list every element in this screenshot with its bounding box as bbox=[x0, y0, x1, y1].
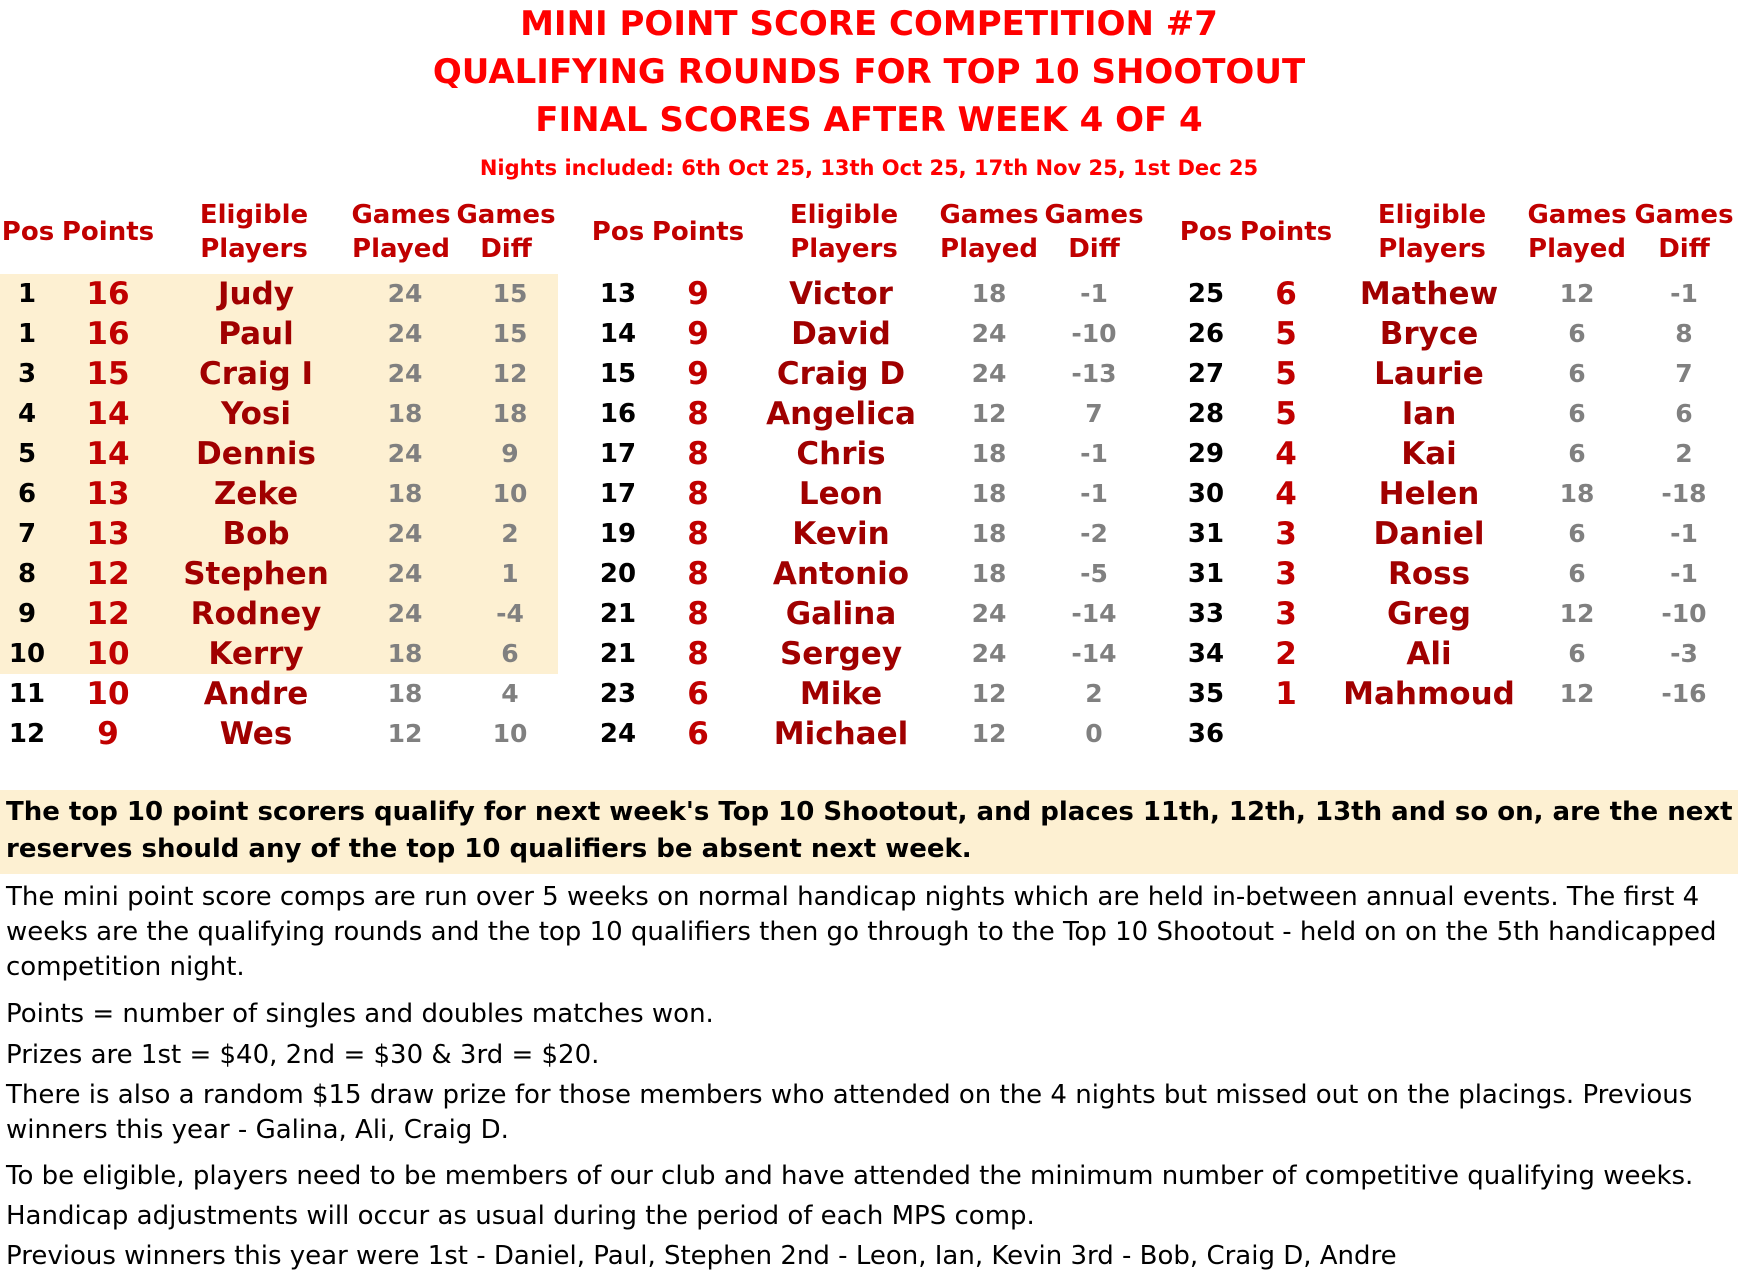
standings-row bbox=[588, 674, 1144, 714]
points-cell: 14 bbox=[86, 436, 130, 472]
games-played-cell: 18 bbox=[387, 639, 423, 668]
player-name-cell: Mathew bbox=[1359, 276, 1499, 312]
games-played-cell: 6 bbox=[1568, 359, 1586, 388]
points-cell: 9 bbox=[687, 276, 709, 312]
games-played-cell: 18 bbox=[971, 439, 1007, 468]
player-name-cell: Stephen bbox=[183, 556, 329, 592]
position-cell: 10 bbox=[8, 639, 46, 669]
games-diff-cell: 15 bbox=[492, 279, 528, 308]
standings-row bbox=[0, 474, 560, 514]
games-diff-cell: 6 bbox=[1675, 399, 1693, 428]
position-cell: 33 bbox=[1187, 599, 1225, 629]
games-diff-cell: 4 bbox=[501, 679, 519, 708]
standings-row bbox=[0, 354, 560, 394]
position-cell: 4 bbox=[17, 399, 37, 429]
qualification-note: The top 10 point scorers qualify for next week's Top 10 Shootout, and places 11th, 12th, 13th and so on, are the next reserves should any of the top 10 qualifiers be absent next week. bbox=[0, 790, 1738, 874]
games-played-cell: 24 bbox=[971, 319, 1007, 348]
games-played-cell: 24 bbox=[387, 599, 423, 628]
points-cell: 8 bbox=[687, 396, 709, 432]
points-cell: 8 bbox=[687, 636, 709, 672]
standings-row bbox=[0, 674, 560, 714]
player-name-cell: Ross bbox=[1387, 556, 1471, 592]
player-name-cell: Sergey bbox=[779, 636, 903, 672]
games-played-cell: 12 bbox=[1559, 679, 1595, 708]
points-cell: 9 bbox=[687, 316, 709, 352]
games-played-cell bbox=[1522, 714, 1632, 754]
games-played-cell: 24 bbox=[387, 439, 423, 468]
position-cell: 19 bbox=[599, 519, 637, 549]
games-diff-cell: -1 bbox=[1670, 279, 1698, 308]
games-diff-cell: 10 bbox=[492, 719, 528, 748]
games-played-cell: 12 bbox=[1559, 599, 1595, 628]
player-name-cell: Antonio bbox=[772, 556, 910, 592]
standings-row bbox=[0, 594, 560, 634]
points-cell: 8 bbox=[687, 556, 709, 592]
games-diff-cell: -13 bbox=[1071, 359, 1117, 388]
header-pos: Pos bbox=[591, 217, 645, 247]
position-cell: 12 bbox=[8, 719, 46, 749]
games-diff-cell: 6 bbox=[501, 639, 519, 668]
games-diff-cell: 2 bbox=[1675, 439, 1693, 468]
games-diff-cell: 0 bbox=[1085, 719, 1103, 748]
position-cell: 23 bbox=[599, 679, 637, 709]
position-cell: 9 bbox=[17, 599, 37, 629]
games-played-cell: 6 bbox=[1568, 639, 1586, 668]
position-cell: 29 bbox=[1187, 439, 1225, 469]
player-name-cell: Yosi bbox=[221, 396, 291, 432]
points-cell: 3 bbox=[1275, 516, 1297, 552]
standings-row bbox=[1176, 634, 1736, 674]
games-played-cell: 12 bbox=[1559, 279, 1595, 308]
player-name-cell: Helen bbox=[1378, 476, 1480, 512]
header-points: Points bbox=[1239, 217, 1333, 247]
points-cell: 5 bbox=[1275, 356, 1297, 392]
player-name-cell: Mike bbox=[799, 676, 883, 712]
standings-row bbox=[588, 354, 1144, 394]
header-games-played: Games Played bbox=[1527, 200, 1627, 264]
standings-group-2 bbox=[588, 274, 1144, 754]
player-name-cell: Kevin bbox=[792, 516, 890, 552]
player-name-cell: Angelica bbox=[766, 396, 916, 432]
standings-row bbox=[588, 594, 1144, 634]
games-diff-cell: -18 bbox=[1661, 479, 1707, 508]
page-subtitle: QUALIFYING ROUNDS FOR TOP 10 SHOOTOUT bbox=[432, 52, 1306, 92]
position-cell: 5 bbox=[17, 439, 37, 469]
standings-row bbox=[1176, 514, 1736, 554]
standings-group-1 bbox=[0, 274, 560, 754]
games-diff-cell: 8 bbox=[1675, 319, 1693, 348]
player-name-cell: Rodney bbox=[190, 596, 322, 632]
games-diff-cell: -1 bbox=[1080, 479, 1108, 508]
standings-row bbox=[588, 394, 1144, 434]
standings-row bbox=[1176, 474, 1736, 514]
games-played-cell: 18 bbox=[971, 479, 1007, 508]
page-status: FINAL SCORES AFTER WEEK 4 OF 4 bbox=[535, 100, 1203, 140]
position-cell: 27 bbox=[1187, 359, 1225, 389]
standings-row bbox=[0, 714, 560, 754]
player-name-cell: Daniel bbox=[1373, 516, 1485, 552]
games-diff-cell: -3 bbox=[1670, 639, 1698, 668]
standings-row bbox=[588, 274, 1144, 314]
points-cell: 12 bbox=[86, 596, 130, 632]
games-played-cell: 24 bbox=[387, 319, 423, 348]
position-cell: 13 bbox=[599, 279, 637, 309]
player-name-cell: Leon bbox=[798, 476, 884, 512]
games-diff-cell: -1 bbox=[1080, 279, 1108, 308]
games-played-cell: 6 bbox=[1568, 519, 1586, 548]
position-cell: 21 bbox=[599, 639, 637, 669]
points-cell: 15 bbox=[86, 356, 130, 392]
header-points: Points bbox=[61, 217, 155, 247]
standings-row bbox=[588, 634, 1144, 674]
games-played-cell: 12 bbox=[971, 719, 1007, 748]
games-played-cell: 18 bbox=[387, 679, 423, 708]
nights-included: Nights included: 6th Oct 25, 13th Oct 25, 17th Nov 25, 1st Dec 25 bbox=[479, 156, 1259, 180]
position-cell: 7 bbox=[17, 519, 37, 549]
games-diff-cell: 15 bbox=[492, 319, 528, 348]
games-diff-cell: 9 bbox=[501, 439, 519, 468]
standings-row bbox=[588, 474, 1144, 514]
paragraph-handicap: Handicap adjustments will occur as usual during the period of each MPS comp. bbox=[6, 1201, 1035, 1231]
games-played-cell: 18 bbox=[1559, 479, 1595, 508]
games-played-cell: 24 bbox=[387, 559, 423, 588]
standings-row bbox=[1176, 434, 1736, 474]
position-cell: 36 bbox=[1187, 719, 1225, 749]
position-cell: 16 bbox=[599, 399, 637, 429]
standings-row bbox=[1176, 354, 1736, 394]
header-games-played: Games Played bbox=[939, 200, 1039, 264]
games-played-cell: 6 bbox=[1568, 439, 1586, 468]
position-cell: 30 bbox=[1187, 479, 1225, 509]
standings-row bbox=[588, 434, 1144, 474]
player-name-cell: Craig D bbox=[776, 356, 906, 392]
points-cell: 10 bbox=[86, 636, 130, 672]
points-cell: 5 bbox=[1275, 396, 1297, 432]
points-cell: 13 bbox=[86, 476, 130, 512]
games-diff-cell: 10 bbox=[492, 479, 528, 508]
points-cell: 1 bbox=[1275, 676, 1297, 712]
standings-row bbox=[588, 554, 1144, 594]
header-pos: Pos bbox=[1179, 217, 1233, 247]
points-cell: 13 bbox=[86, 516, 130, 552]
player-name-cell: Bryce bbox=[1379, 316, 1479, 352]
games-played-cell: 12 bbox=[971, 399, 1007, 428]
standings-row bbox=[0, 514, 560, 554]
player-name-cell: Andre bbox=[203, 676, 309, 712]
position-cell: 17 bbox=[599, 479, 637, 509]
points-cell: 9 bbox=[97, 716, 119, 752]
standings-row bbox=[1176, 394, 1736, 434]
position-cell: 14 bbox=[599, 319, 637, 349]
games-played-cell: 24 bbox=[387, 279, 423, 308]
games-played-cell: 24 bbox=[971, 359, 1007, 388]
points-cell: 5 bbox=[1275, 316, 1297, 352]
standings-row bbox=[1176, 314, 1736, 354]
games-diff-cell: 1 bbox=[501, 559, 519, 588]
points-cell: 3 bbox=[1275, 556, 1297, 592]
standings-row bbox=[1176, 594, 1736, 634]
games-diff-cell: 7 bbox=[1675, 359, 1693, 388]
player-name-cell: Kai bbox=[1401, 436, 1457, 472]
games-played-cell: 24 bbox=[387, 359, 423, 388]
standings-row bbox=[0, 434, 560, 474]
player-name-cell: Greg bbox=[1387, 596, 1471, 632]
games-diff-cell: 7 bbox=[1085, 399, 1103, 428]
position-cell: 34 bbox=[1187, 639, 1225, 669]
position-cell: 26 bbox=[1187, 319, 1225, 349]
points-cell: 16 bbox=[86, 276, 130, 312]
games-played-cell: 18 bbox=[387, 399, 423, 428]
points-cell: 12 bbox=[86, 556, 130, 592]
points-cell: 6 bbox=[687, 716, 709, 752]
position-cell: 31 bbox=[1187, 559, 1225, 589]
points-cell: 4 bbox=[1275, 476, 1297, 512]
games-diff-cell: -1 bbox=[1670, 519, 1698, 548]
position-cell: 8 bbox=[17, 559, 37, 589]
header-pos: Pos bbox=[1, 217, 55, 247]
standings-row bbox=[1176, 274, 1736, 314]
position-cell: 35 bbox=[1187, 679, 1225, 709]
paragraph-eligibility: To be eligible, players need to be members of our club and have attended the minimum number of competitive qualifying weeks. bbox=[6, 1161, 1694, 1191]
player-name-cell: Chris bbox=[796, 436, 886, 472]
points-cell: 6 bbox=[1275, 276, 1297, 312]
games-played-cell: 18 bbox=[387, 479, 423, 508]
standings-row bbox=[588, 514, 1144, 554]
points-cell: 9 bbox=[687, 356, 709, 392]
position-cell: 1 bbox=[17, 319, 37, 349]
position-cell: 17 bbox=[599, 439, 637, 469]
header-players: Eligible Players bbox=[1377, 200, 1487, 264]
player-name-cell: Kerry bbox=[208, 636, 304, 672]
games-diff-cell: 12 bbox=[492, 359, 528, 388]
games-played-cell: 24 bbox=[971, 599, 1007, 628]
player-name-cell: Ian bbox=[1401, 396, 1457, 432]
header-games-played: Games Played bbox=[351, 200, 451, 264]
player-name-cell: Mahmoud bbox=[1343, 676, 1515, 712]
points-cell: 16 bbox=[86, 316, 130, 352]
games-diff-cell: -16 bbox=[1661, 679, 1707, 708]
player-name-cell: Laurie bbox=[1374, 356, 1484, 392]
player-name-cell: Galina bbox=[785, 596, 897, 632]
games-played-cell: 18 bbox=[971, 519, 1007, 548]
games-played-cell: 24 bbox=[387, 519, 423, 548]
position-cell: 31 bbox=[1187, 519, 1225, 549]
games-diff-cell: -10 bbox=[1661, 599, 1707, 628]
player-name-cell: Bob bbox=[222, 516, 290, 552]
standings-row bbox=[0, 634, 560, 674]
header-games-diff: Games Diff bbox=[1044, 200, 1144, 264]
games-diff-cell: -14 bbox=[1071, 639, 1117, 668]
games-played-cell: 18 bbox=[971, 559, 1007, 588]
position-cell: 1 bbox=[17, 279, 37, 309]
header-points: Points bbox=[651, 217, 745, 247]
points-cell: 3 bbox=[1275, 596, 1297, 632]
points-cell bbox=[1236, 714, 1336, 754]
games-played-cell: 6 bbox=[1568, 399, 1586, 428]
games-diff-cell: -5 bbox=[1080, 559, 1108, 588]
standings-row bbox=[0, 394, 560, 434]
position-cell: 21 bbox=[599, 599, 637, 629]
games-diff-cell: -4 bbox=[496, 599, 524, 628]
games-played-cell: 12 bbox=[387, 719, 423, 748]
player-name-cell: Victor bbox=[789, 276, 893, 312]
player-name-cell: Michael bbox=[773, 716, 909, 752]
games-diff-cell: 18 bbox=[492, 399, 528, 428]
header-games-diff: Games Diff bbox=[1634, 200, 1734, 264]
player-name-cell: Dennis bbox=[196, 436, 316, 472]
paragraph-draw-prize: There is also a random $15 draw prize for those members who attended on the 4 nights but missed out on the placings. Previous winners this year - Galina, Ali, Craig D. bbox=[6, 1080, 1693, 1145]
player-name-cell: Ali bbox=[1406, 636, 1452, 672]
player-name-cell: Zeke bbox=[213, 476, 299, 512]
points-cell: 8 bbox=[687, 436, 709, 472]
games-diff-cell bbox=[1632, 714, 1736, 754]
paragraph-rules: The mini point score comps are run over 5 weeks on normal handicap nights which are held in-between annual events. The first 4 weeks are the qualifying rounds and the top 10 qualifiers then go through to the Top 10 Shootout - held on on the 5th handicapped competition night. bbox=[6, 882, 1717, 982]
player-name-cell: Wes bbox=[219, 716, 293, 752]
games-diff-cell: 2 bbox=[1085, 679, 1103, 708]
points-cell: 6 bbox=[687, 676, 709, 712]
paragraph-prizes: Prizes are 1st = $40, 2nd = $30 & 3rd = $20. bbox=[6, 1040, 600, 1070]
position-cell: 25 bbox=[1187, 279, 1225, 309]
games-played-cell: 24 bbox=[971, 639, 1007, 668]
position-cell: 28 bbox=[1187, 399, 1225, 429]
games-diff-cell: -1 bbox=[1670, 559, 1698, 588]
games-diff-cell: 2 bbox=[501, 519, 519, 548]
paragraph-previous-winners: Previous winners this year were 1st - Daniel, Paul, Stephen 2nd - Leon, Ian, Kevin 3rd - Bob, Craig D, Andre bbox=[6, 1241, 1397, 1271]
position-cell: 3 bbox=[17, 359, 37, 389]
games-diff-cell: -1 bbox=[1080, 439, 1108, 468]
header-players: Eligible Players bbox=[199, 200, 309, 264]
player-name-cell: David bbox=[791, 316, 891, 352]
player-name-cell: Craig I bbox=[198, 356, 314, 392]
paragraph-points: Points = number of singles and doubles matches won. bbox=[6, 999, 714, 1029]
standings-row bbox=[0, 274, 560, 314]
points-cell: 4 bbox=[1275, 436, 1297, 472]
player-name-cell: Paul bbox=[218, 316, 294, 352]
position-cell: 15 bbox=[599, 359, 637, 389]
points-cell: 10 bbox=[86, 676, 130, 712]
games-played-cell: 18 bbox=[971, 279, 1007, 308]
header-players: Eligible Players bbox=[789, 200, 899, 264]
standings-row bbox=[588, 314, 1144, 354]
standings-row bbox=[1176, 674, 1736, 714]
header-games-diff: Games Diff bbox=[456, 200, 556, 264]
games-played-cell: 6 bbox=[1568, 559, 1586, 588]
standings-row bbox=[1176, 714, 1736, 754]
player-name-cell: Judy bbox=[217, 276, 294, 312]
position-cell: 11 bbox=[8, 679, 46, 709]
standings-row bbox=[0, 554, 560, 594]
games-played-cell: 12 bbox=[971, 679, 1007, 708]
player-name-cell bbox=[1336, 714, 1522, 754]
position-cell: 24 bbox=[599, 719, 637, 749]
games-diff-cell: -2 bbox=[1080, 519, 1108, 548]
games-played-cell: 6 bbox=[1568, 319, 1586, 348]
games-diff-cell: -10 bbox=[1071, 319, 1117, 348]
position-cell: 6 bbox=[17, 479, 37, 509]
points-cell: 8 bbox=[687, 476, 709, 512]
points-cell: 8 bbox=[687, 596, 709, 632]
points-cell: 2 bbox=[1275, 636, 1297, 672]
standings-row bbox=[0, 314, 560, 354]
games-diff-cell: -14 bbox=[1071, 599, 1117, 628]
page-title: MINI POINT SCORE COMPETITION #7 bbox=[520, 4, 1218, 44]
standings-group-3 bbox=[1176, 274, 1736, 754]
points-cell: 8 bbox=[687, 516, 709, 552]
position-cell: 20 bbox=[599, 559, 637, 589]
standings-row bbox=[588, 714, 1144, 754]
points-cell: 14 bbox=[86, 396, 130, 432]
standings-row bbox=[1176, 554, 1736, 594]
